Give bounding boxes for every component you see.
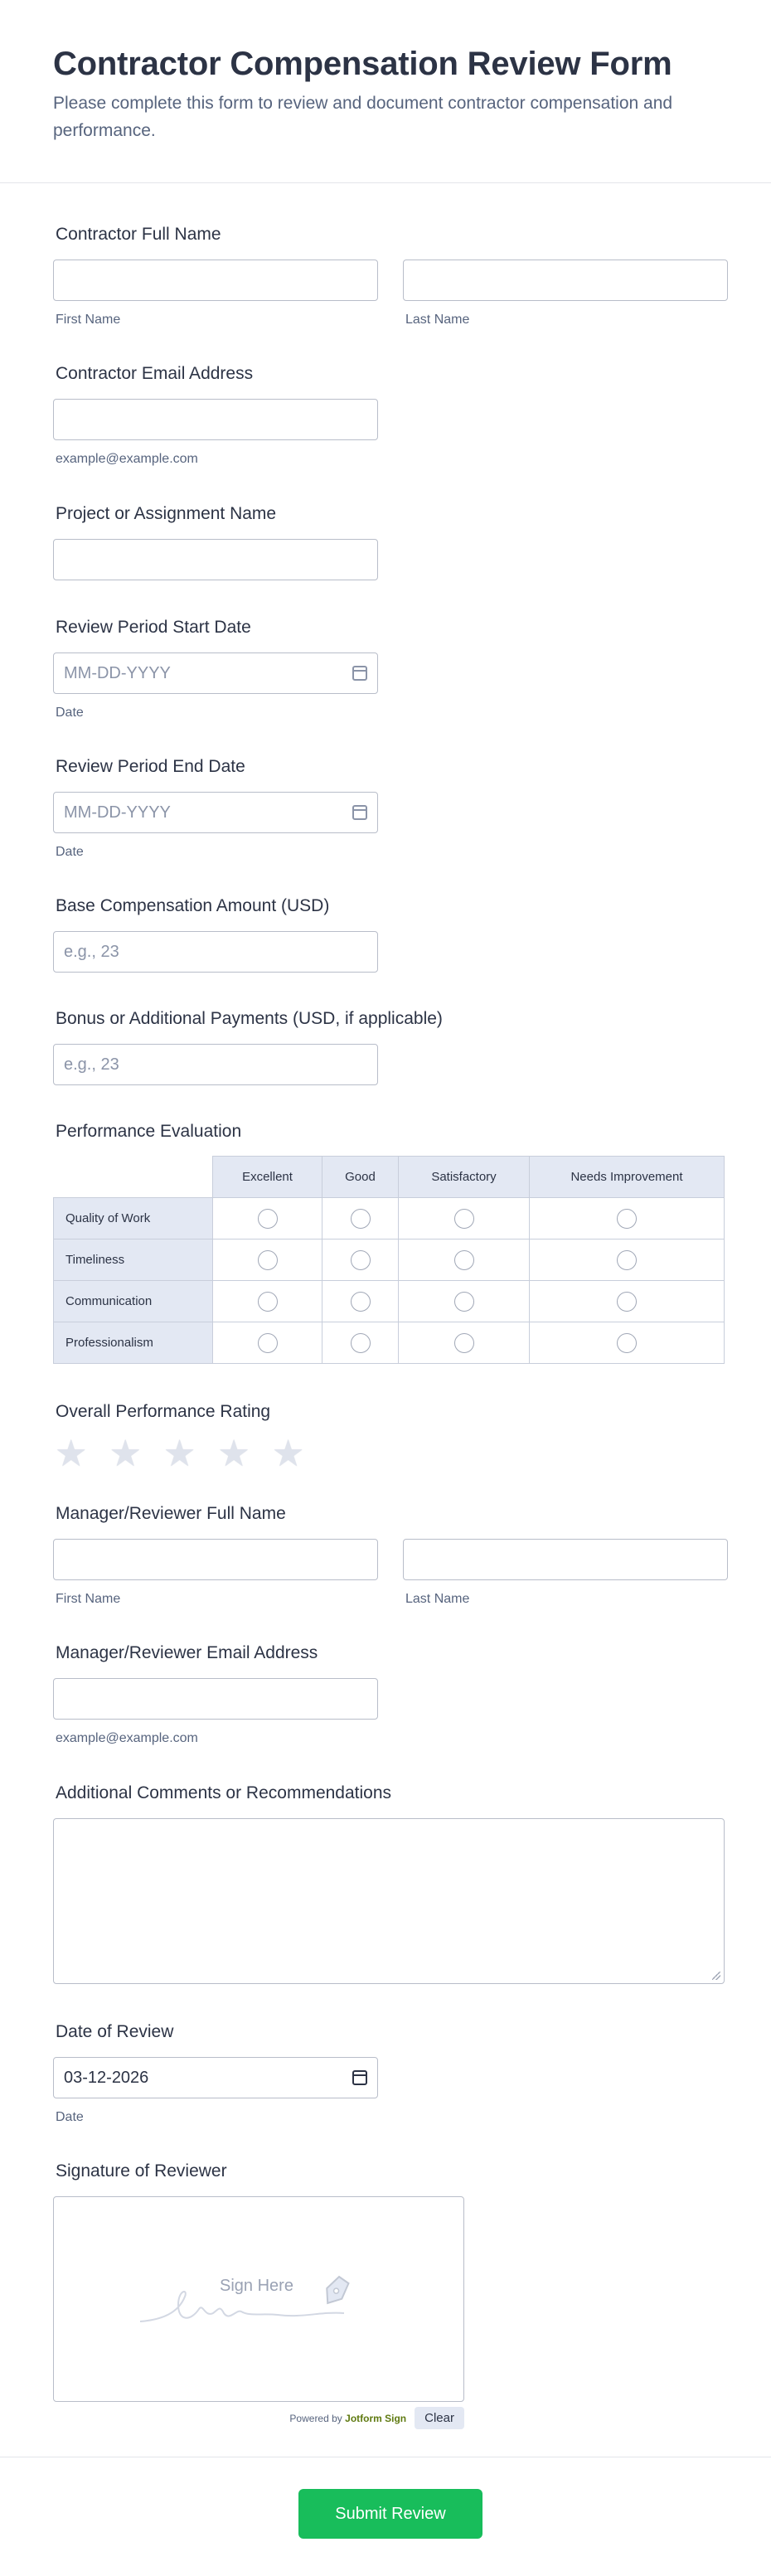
performance-matrix: [53, 1156, 725, 1364]
performance-evaluation-label: Performance Evaluation: [56, 1122, 242, 1141]
matrix-row-label: Quality of Work: [54, 1198, 213, 1239]
base-compensation-label: Base Compensation Amount (USD): [56, 896, 330, 915]
review-date-input[interactable]: [53, 2057, 378, 2098]
matrix-row-label: Timeliness: [54, 1239, 213, 1281]
star-icon[interactable]: ★: [109, 1434, 142, 1474]
start-date-placeholder: MM-DD-YYYY: [64, 663, 171, 682]
review-date-value: 03-12-2026: [64, 2068, 149, 2087]
form-title: Contractor Compensation Review Form: [53, 46, 672, 82]
signature-scribble-icon: [54, 2197, 465, 2403]
contractor-last-name-sublabel: Last Name: [405, 313, 470, 327]
manager-email-field: [53, 1642, 378, 1746]
signature-pad[interactable]: [53, 2196, 464, 2402]
end-date-label: Review Period End Date: [56, 757, 245, 776]
manager-email-sublabel: example@example.com: [56, 1731, 198, 1745]
star-icon[interactable]: ★: [55, 1434, 88, 1474]
form-subtitle: Please complete this form to review and document contractor compensation and performance.: [53, 94, 673, 140]
overall-rating-label: Overall Performance Rating: [56, 1402, 271, 1421]
resize-handle-icon[interactable]: [712, 1972, 720, 1980]
matrix-radio[interactable]: [617, 1333, 637, 1353]
performance-evaluation-field: [53, 1121, 725, 1364]
matrix-row: [54, 1322, 725, 1364]
matrix-radio[interactable]: [351, 1292, 371, 1312]
matrix-row-label: Professionalism: [54, 1322, 213, 1364]
matrix-radio[interactable]: [351, 1209, 371, 1229]
comments-textarea[interactable]: [53, 1818, 725, 1984]
star-icon[interactable]: ★: [162, 1434, 196, 1474]
star-icon[interactable]: ★: [217, 1434, 250, 1474]
contractor-name-label: Contractor Full Name: [56, 225, 221, 244]
contractor-name-field: [53, 224, 728, 327]
submit-button[interactable]: Submit Review: [298, 2489, 482, 2539]
review-date-sublabel: Date: [56, 2110, 84, 2124]
matrix-radio[interactable]: [351, 1333, 371, 1353]
matrix-radio[interactable]: [258, 1209, 278, 1229]
matrix-radio[interactable]: [454, 1209, 474, 1229]
matrix-col-header: Good: [322, 1157, 399, 1198]
star-rating: [53, 1436, 304, 1472]
matrix-row: [54, 1281, 725, 1322]
project-input[interactable]: [53, 539, 378, 580]
review-date-field: [53, 2021, 378, 2125]
manager-email-input[interactable]: [53, 1678, 378, 1720]
bonus-field: [53, 1008, 443, 1085]
bonus-input[interactable]: e.g., 23: [53, 1044, 378, 1085]
contractor-email-sublabel: example@example.com: [56, 452, 198, 466]
matrix-radio[interactable]: [617, 1250, 637, 1270]
project-field: [53, 503, 378, 580]
manager-name-field: [53, 1503, 728, 1607]
matrix-radio[interactable]: [454, 1292, 474, 1312]
matrix-radio[interactable]: [351, 1250, 371, 1270]
matrix-col-header: Satisfactory: [399, 1157, 530, 1198]
manager-last-name-sublabel: Last Name: [405, 1592, 470, 1606]
signature-field: [53, 2161, 464, 2429]
matrix-radio[interactable]: [454, 1250, 474, 1270]
contractor-email-field: [53, 363, 378, 467]
matrix-col-header: Needs Improvement: [530, 1157, 725, 1198]
manager-first-name-sublabel: First Name: [56, 1592, 121, 1606]
end-date-input[interactable]: [53, 792, 378, 833]
form-footer: [0, 2457, 771, 2576]
matrix-row: [54, 1239, 725, 1281]
overall-rating-field: [53, 1401, 304, 1472]
matrix-radio[interactable]: [258, 1250, 278, 1270]
powered-by-text: [289, 2413, 406, 2424]
project-label: Project or Assignment Name: [56, 504, 277, 523]
comments-label: Additional Comments or Recommendations: [56, 1783, 392, 1802]
contractor-last-name-input[interactable]: [403, 260, 728, 301]
contractor-email-label: Contractor Email Address: [56, 364, 254, 383]
matrix-corner: [54, 1157, 213, 1198]
matrix-radio[interactable]: [258, 1333, 278, 1353]
comments-field: [53, 1783, 725, 1984]
contractor-first-name-sublabel: First Name: [56, 313, 121, 327]
powered-by-brand: Jotform Sign: [345, 2412, 407, 2424]
matrix-col-header: Excellent: [213, 1157, 322, 1198]
matrix-radio[interactable]: [258, 1292, 278, 1312]
contractor-email-input[interactable]: [53, 399, 378, 440]
matrix-radio[interactable]: [617, 1292, 637, 1312]
manager-email-label: Manager/Reviewer Email Address: [56, 1643, 318, 1662]
end-date-sublabel: Date: [56, 845, 84, 859]
form-header: [0, 0, 771, 183]
contractor-first-name-input[interactable]: [53, 260, 378, 301]
calendar-icon[interactable]: [352, 2070, 367, 2085]
end-date-field: [53, 756, 378, 860]
manager-name-label: Manager/Reviewer Full Name: [56, 1504, 286, 1523]
bonus-label: Bonus or Additional Payments (USD, if applicable): [56, 1009, 443, 1028]
sign-here-placeholder: Sign Here: [220, 2277, 293, 2295]
powered-by-prefix: Powered by: [289, 2412, 342, 2424]
start-date-sublabel: Date: [56, 706, 84, 720]
base-compensation-input[interactable]: e.g., 23: [53, 931, 378, 973]
matrix-row-label: Communication: [54, 1281, 213, 1322]
clear-signature-button[interactable]: Clear: [415, 2407, 464, 2429]
start-date-field: [53, 617, 378, 720]
signature-label: Signature of Reviewer: [56, 2161, 227, 2181]
manager-first-name-input[interactable]: [53, 1539, 378, 1580]
matrix-radio[interactable]: [454, 1333, 474, 1353]
star-icon[interactable]: ★: [271, 1434, 305, 1474]
end-date-placeholder: MM-DD-YYYY: [64, 803, 171, 822]
base-compensation-field: [53, 895, 378, 973]
manager-last-name-input[interactable]: [403, 1539, 728, 1580]
review-date-label: Date of Review: [56, 2022, 174, 2041]
matrix-radio[interactable]: [617, 1209, 637, 1229]
matrix-row: [54, 1198, 725, 1239]
start-date-input[interactable]: [53, 652, 378, 694]
calendar-icon[interactable]: [352, 666, 367, 681]
start-date-label: Review Period Start Date: [56, 618, 251, 637]
calendar-icon[interactable]: [352, 805, 367, 820]
